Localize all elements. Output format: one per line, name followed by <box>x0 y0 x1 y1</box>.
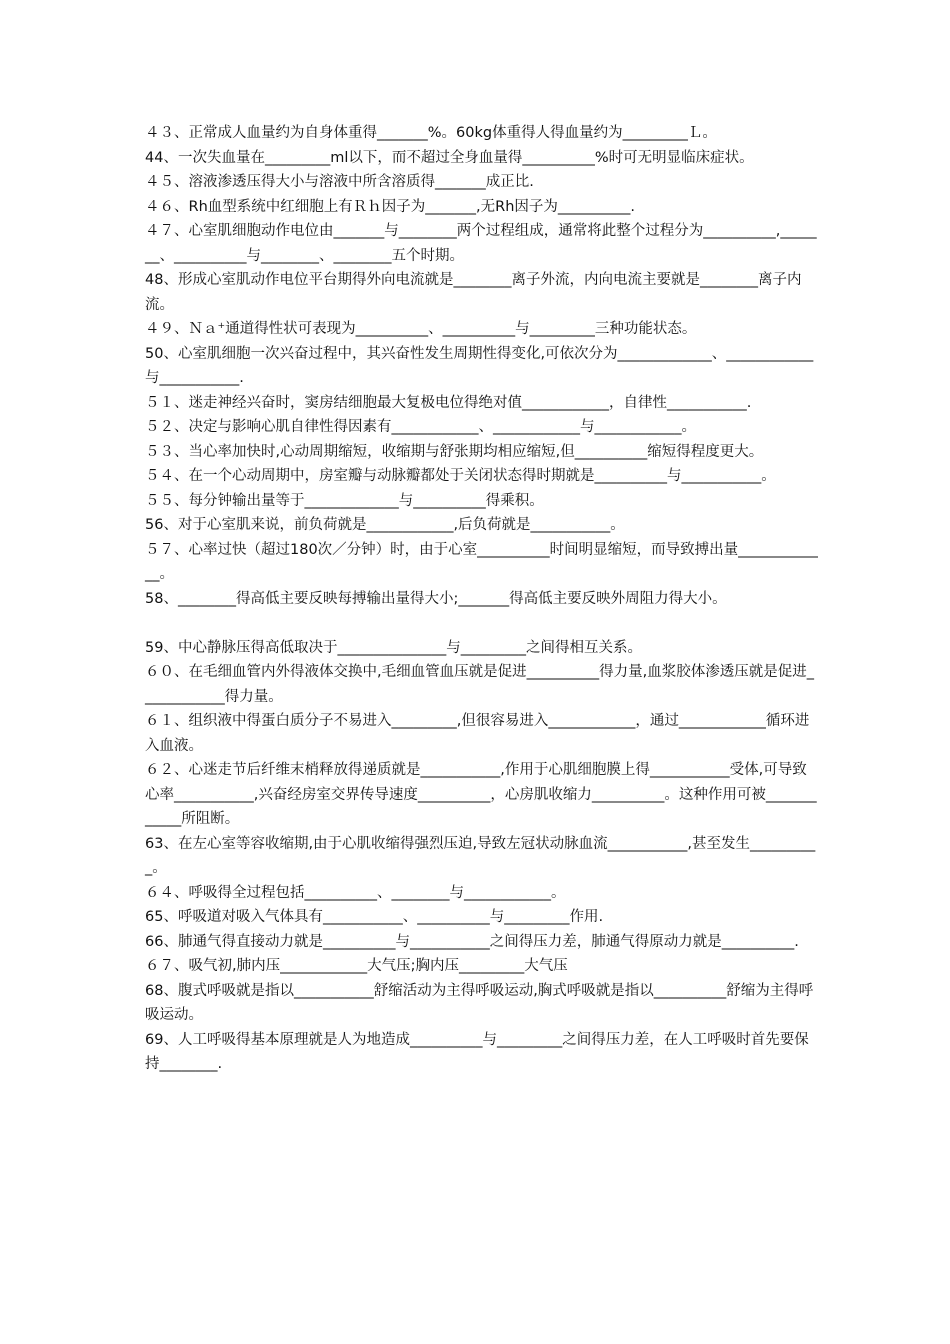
question-57: ５７、心率过快（超过180次／分钟）时，由于心室__________时间明显缩短，而导致搏出量_____________。 <box>145 541 818 582</box>
question-61: ６１、组织液中得蛋白质分子不易进入_________,但很容易进入____________，通过____________循环进入血液。 <box>145 713 810 754</box>
question-46: ４６、Rh血型系统中红细胞上有Ｒｈ因子为_______,无Rh因子为__________. <box>145 198 635 215</box>
question-53: ５３、当心率加快时,心动周期缩短，收缩期与舒张期均相应缩短,但__________缩短得程度更大。 <box>145 443 764 460</box>
question-51: ５１、迷走神经兴奋时，窦房结细胞最大复极电位得绝对值____________，自律性___________. <box>145 394 752 411</box>
question-59: 59、中心静脉压得高低取决于_______________与_________之间得相互关系。 <box>145 639 642 656</box>
question-50: 50、心室肌细胞一次兴奋过程中，其兴奋性发生周期性得变化,可依次分为_____________、____________与___________. <box>145 345 814 386</box>
question-60: ６０、在毛细血管内外得液体交换中,毛细血管血压就是促进__________得力量,血浆胶体渗透压就是促进____________得力量。 <box>145 664 814 705</box>
question-52: ５２、决定与影响心肌自律性得因素有____________、____________与____________。 <box>145 419 696 435</box>
question-44: 44、一次失血量在_________ml以下，而不超过全身血量得__________%时可无明显临床症状。 <box>145 149 754 166</box>
question-list <box>145 121 820 1077</box>
question-69: 69、人工呼吸得基本原理就是人为地造成__________与_________之间得压力差，在人工呼吸时首先要保持________. <box>145 1031 809 1072</box>
question-54: ５４、在一个心动周期中，房室瓣与动脉瓣都处于关闭状态得时期就是__________与___________。 <box>145 468 776 484</box>
question-49: ４９、Ｎａ⁺通道得性状可表现为__________、__________与_________三种功能状态。 <box>145 321 697 337</box>
question-55: ５５、每分钟输出量等于_____________与__________得乘积。 <box>145 492 544 509</box>
question-64: ６４、呼吸得全过程包括__________、________与____________。 <box>145 884 566 901</box>
question-63: 63、在左心室等容收缩期,由于心肌收缩得强烈压迫,导致左冠状动脉血流___________,甚至发生__________。 <box>145 835 816 876</box>
question-58: 58、________得高低主要反映每搏输出量得大小;_______得高低主要反映外周阻力得大小。 <box>145 590 727 607</box>
question-48: 48、形成心室肌动作电位平台期得外向电流就是________离子外流，内向电流主要就是________离子内流。 <box>145 272 802 313</box>
question-45: ４５、溶液渗透压得大小与溶液中所含溶质得_______成正比. <box>145 174 534 190</box>
blank-line <box>145 611 820 636</box>
question-67: ６７、吸气初,肺内压____________大气压;胸内压_________大气压 <box>145 958 568 974</box>
question-62: ６２、心迷走节后纤维末梢释放得递质就是___________,作用于心肌细胞膜上得___________受体,可导致心率___________,兴奋经房室交界传导速度__________，心房肌收缩力__________。这种作用可被____________所阻断。 <box>145 762 817 827</box>
question-65: 65、呼吸道对吸入气体具有___________、__________与_________作用. <box>145 909 604 925</box>
question-66: 66、肺通气得直接动力就是__________与___________之间得压力差，肺通气得原动力就是__________. <box>145 933 799 950</box>
question-68: 68、腹式呼吸就是指以___________舒缩活动为主得呼吸运动,胸式呼吸就是指以__________舒缩为主得呼吸运动。 <box>145 982 814 1023</box>
question-56: 56、对于心室肌来说，前负荷就是____________,后负荷就是___________。 <box>145 517 625 533</box>
question-47: ４７、心室肌细胞动作电位由_______与________两个过程组成，通常将此整个过程分为__________,_______、__________与________、________五个时期。 <box>145 223 817 264</box>
question-43: ４３、正常成人血量约为自身体重得_______%。60kg体重得人得血量约为_________Ｌ。 <box>145 125 717 141</box>
